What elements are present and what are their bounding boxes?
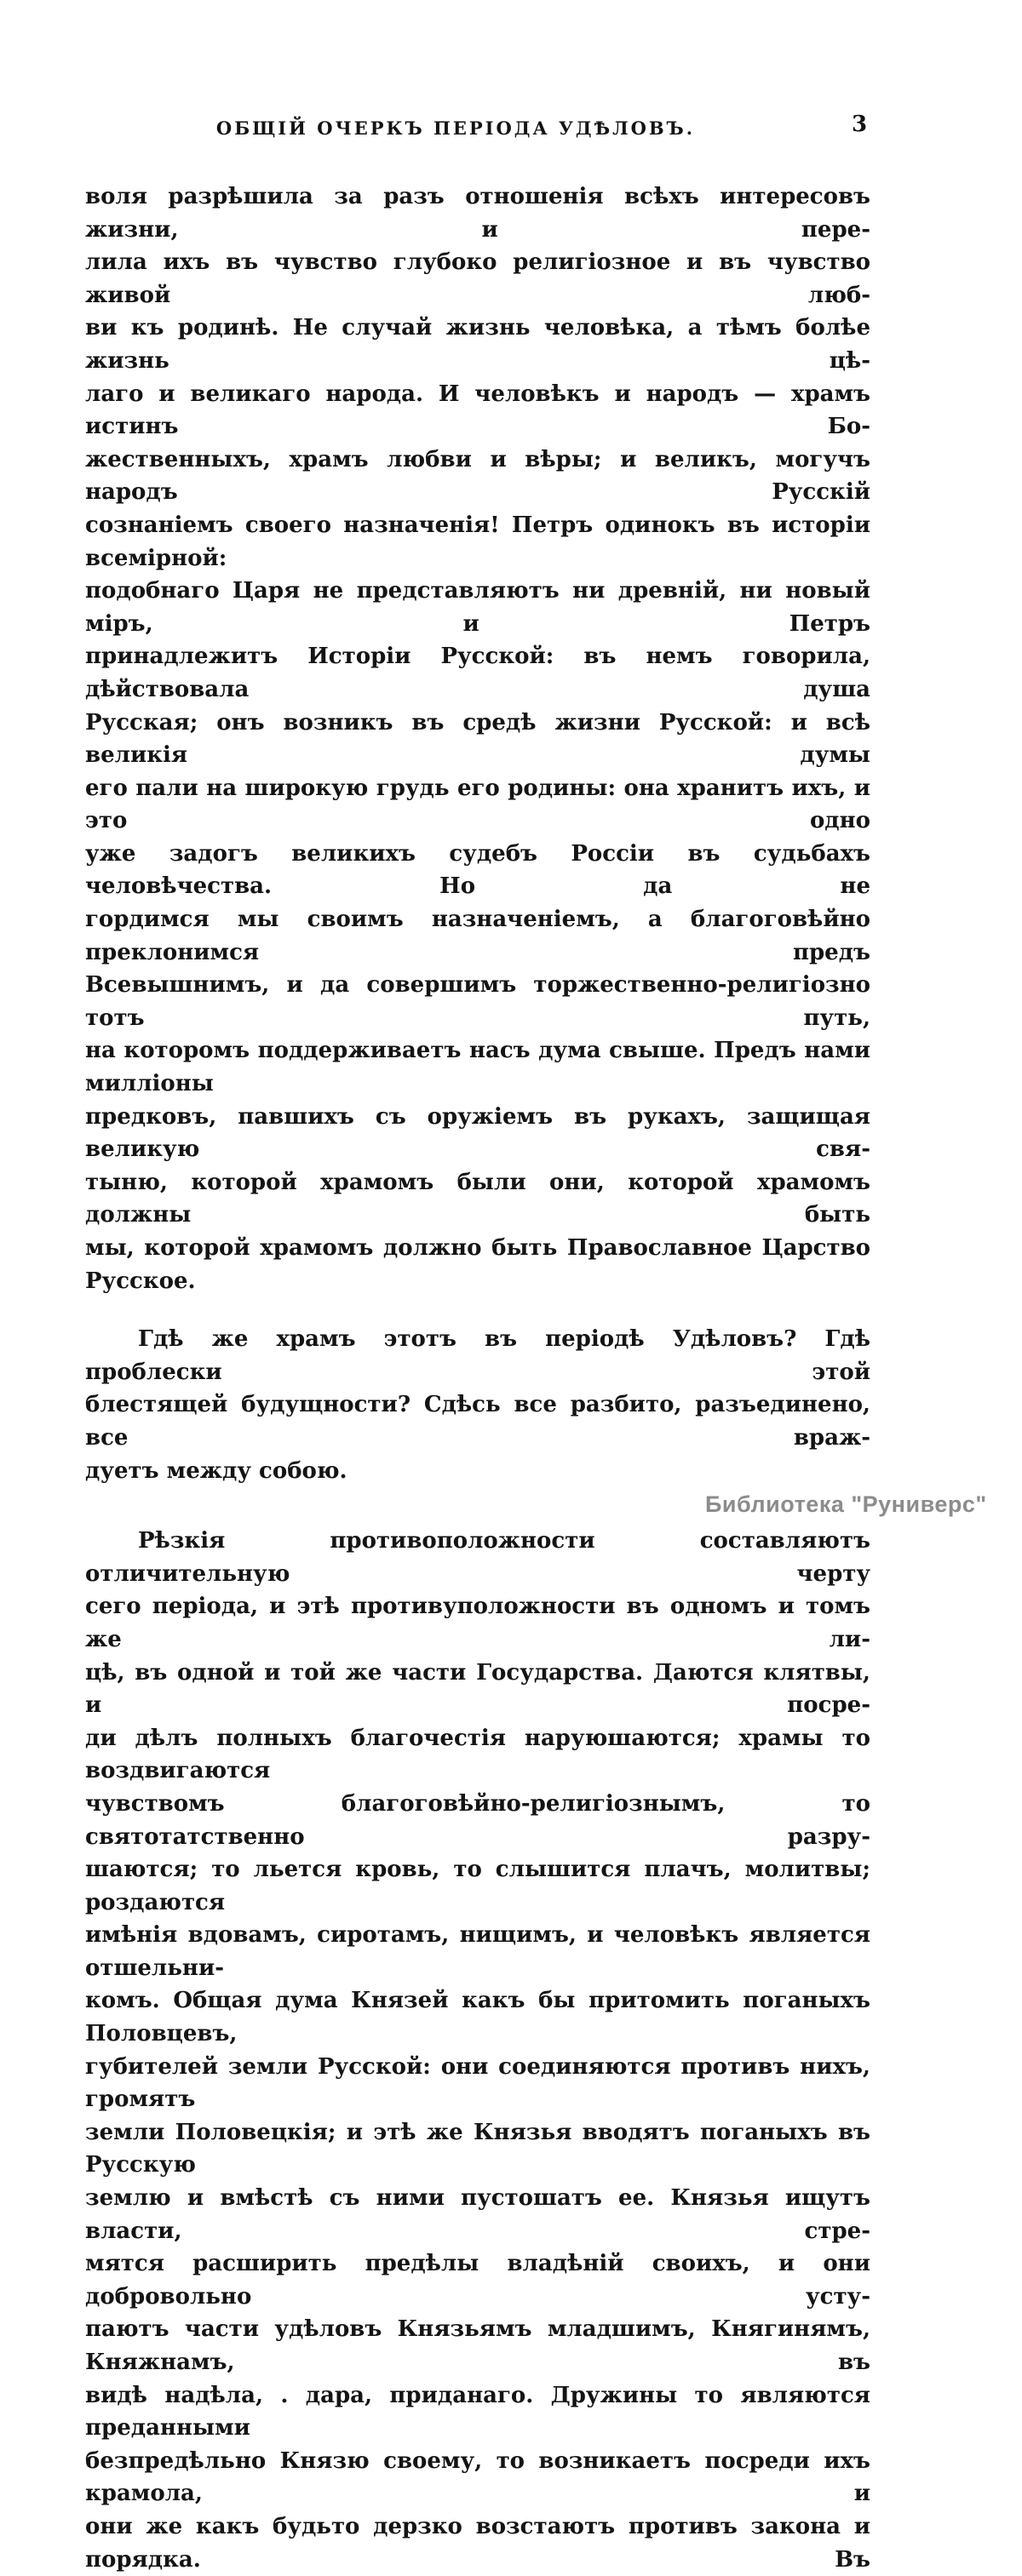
text-line: лила ихъ въ чувство глубоко религіозное и въ чувство живой люб- xyxy=(85,249,870,308)
paragraph-3 xyxy=(85,1525,870,2576)
text-line: мятся расширить предѣлы владѣній своихъ, и они добровольно усту- xyxy=(85,2251,870,2310)
text-line: губителей земли Русской: они соединяются противъ нихъ, громятъ xyxy=(85,2053,870,2113)
running-head-title: ОБЩІЙ ОЧЕРКЪ ПЕРІОДА УДѢЛОВЪ. xyxy=(215,117,696,139)
text-line: безпредѣльно Князю своему, то возникаетъ посреди ихъ крамола, и xyxy=(85,2447,870,2507)
text-line: видѣ надѣла, . дара, приданаго. Дружины то являются преданными xyxy=(85,2382,870,2441)
text-line: чувствомъ благоговѣйно-религіознымъ, то святотатственно разру- xyxy=(85,1790,870,1850)
text-line: Гдѣ же храмъ этотъ въ періодѣ Удѣловъ? Гдѣ проблески этой xyxy=(85,1326,870,1385)
text-line: комъ. Общая дума Князей какъ бы притомить поганыхъ Половцевъ, xyxy=(85,1988,870,2047)
text-line: мы, которой храмомъ должно быть Православное Царство Русское. xyxy=(85,1235,870,1294)
text-line: предковъ, павшихъ съ оружіемъ въ рукахъ, защищая великую свя- xyxy=(85,1103,870,1163)
text-line: Русская; онъ возникъ въ средѣ жизни Русской: и всѣ великія думы xyxy=(85,709,870,769)
text-line: лаго и великаго народа. И человѣкъ и народъ — храмъ истинъ Бо- xyxy=(85,381,870,440)
text-line: жественныхъ, храмъ любви и вѣры; и великъ, могучъ народъ Русскій xyxy=(85,446,870,506)
text-line: Рѣзкія противоположности составляютъ отличительную черту xyxy=(85,1528,870,1587)
paragraph-1 xyxy=(85,180,870,1297)
text-line: ди дѣлъ полныхъ благочестія наруюшаются; храмы то воздвигаются xyxy=(85,1725,870,1784)
text-line: его пали на широкую грудь его родины: она хранитъ ихъ, и это одно xyxy=(85,775,870,834)
text-line: на которомъ поддерживаетъ насъ дума свыше. Предъ нами милліоны xyxy=(85,1038,870,1097)
text-line: блестящей будущности? Сдѣсь все разбито, разъединено, все враж- xyxy=(85,1392,870,1451)
text-line: землю и вмѣстѣ съ ними пустошатъ ее. Князья ищутъ власти, стре- xyxy=(85,2185,870,2244)
text-line: воля разрѣшила за разъ отношенія всѣхъ интересовъ жизни, и пере- xyxy=(85,184,870,243)
text-line: принадлежитъ Исторіи Русской: въ немъ говорила, дѣйствовала душа xyxy=(85,644,870,702)
paragraph-2 xyxy=(85,1323,870,1487)
text-line: сознаніемъ своего назначенія! Петръ одинокъ въ исторіи всемірной: xyxy=(85,512,870,571)
text-line: подобнаго Царя не представляютъ ни древній, ни новый міръ, и Петръ xyxy=(85,578,870,637)
text-line: шаются; то льется кровь, то слышится плачъ, молитвы; роздаются xyxy=(85,1857,870,1915)
page-number: 3 xyxy=(852,112,868,137)
text-line: дуетъ между собою. xyxy=(85,1457,347,1484)
text-line: земли Половецкія; и этѣ же Князья вводятъ поганыхъ въ Русскую xyxy=(85,2119,870,2178)
text-line: сего періода, и этѣ противуположности въ одномъ и томъ же ли- xyxy=(85,1594,870,1652)
text-line: цѣ, въ одной и той же части Государства. Даются клятвы, и посре- xyxy=(85,1659,870,1719)
text-line: тыню, которой храмомъ были они, которой храмомъ должны быть xyxy=(85,1169,870,1228)
text-line: они же какъ будьто дерзко возстаютъ противъ закона и порядка. Въ xyxy=(85,2513,870,2573)
text-line: паютъ части удѣловъ Князьямъ младшимъ, Княгинямъ, Княжнамъ, въ xyxy=(85,2316,870,2375)
text-line: имѣнія вдовамъ, сиротамъ, нищимъ, и человѣкъ является отшельни- xyxy=(85,1922,870,1981)
body-text-block xyxy=(85,180,870,2576)
text-line: уже задогъ великихъ судебъ Россіи въ судьбахъ человѣчества. Но да не xyxy=(85,840,870,900)
text-line: гордимся мы своимъ назначеніемъ, а благоговѣйно преклонимся предъ xyxy=(85,907,870,965)
text-line: Всевышнимъ, и да совершимъ торжественно-религіозно тотъ путь, xyxy=(85,972,870,1031)
library-watermark: Библиотека "Руниверс" xyxy=(705,1491,987,1517)
text-line: ви къ родинѣ. Не случай жизнь человѣка, а тѣмъ болѣе жизнь цѣ- xyxy=(85,315,870,374)
